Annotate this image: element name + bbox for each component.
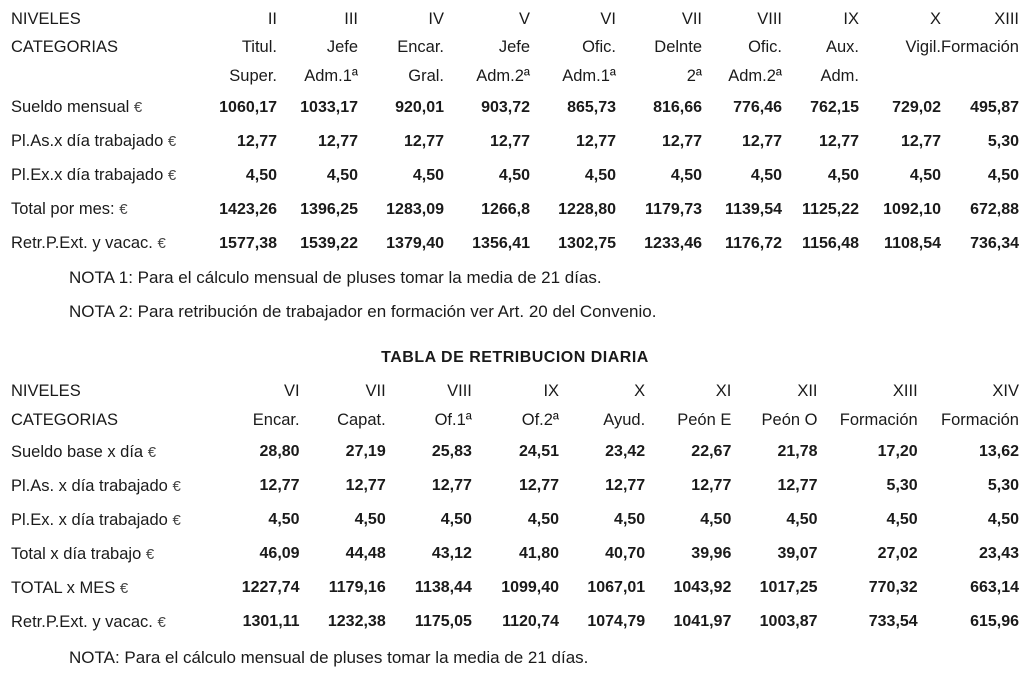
nivel-header: VI xyxy=(283,382,300,400)
table-cell: 1539,22 xyxy=(300,234,358,252)
nivel-header: XII xyxy=(797,382,818,400)
nivel-header: X xyxy=(634,382,646,400)
row-label-text: Sueldo base x día xyxy=(11,442,144,461)
table-cell: 1033,17 xyxy=(300,98,358,116)
row-label-text: Pl.As.x día trabajado xyxy=(11,132,164,150)
table-cell: 663,14 xyxy=(970,579,1019,596)
niveles-label: NIVELES xyxy=(11,9,81,28)
table-cell: 1179,73 xyxy=(645,200,702,218)
table-cell: 4,50 xyxy=(614,511,646,528)
table-cell: 1139,54 xyxy=(725,200,782,218)
categoria-header-2: Super. xyxy=(229,66,277,85)
nivel-header: IX xyxy=(843,9,859,28)
table-cell: 12,77 xyxy=(345,477,386,494)
nivel-header: V xyxy=(518,9,530,28)
table-cell: 17,20 xyxy=(877,443,918,460)
categorias-label: CATEGORIAS xyxy=(11,38,118,57)
row-label-text: Retr.P.Ext. y vacac. xyxy=(11,612,153,631)
row-label xyxy=(0,571,212,605)
daily-note: NOTA: Para el cálculo mensual de pluses tomar la media de 21 días. xyxy=(69,648,589,667)
categoria-header: Encar. xyxy=(252,411,300,429)
table-cell: 4,50 xyxy=(786,511,818,528)
categoria-header: Of.1ª xyxy=(434,411,472,429)
table-cell: 12,77 xyxy=(317,132,358,150)
nivel-header: VI xyxy=(600,9,616,28)
table-cell: 1232,38 xyxy=(327,613,386,630)
note-2: NOTA 2: Para retribución de trabajador en formación ver Art. 20 del Convenio. xyxy=(69,302,657,321)
categorias-row xyxy=(0,406,1028,435)
empty-label xyxy=(0,62,200,91)
table-cell: 4,50 xyxy=(886,511,918,528)
row-label xyxy=(0,91,200,125)
euro-icon: € xyxy=(172,511,181,529)
table-row xyxy=(0,503,1028,537)
categorias-row-2 xyxy=(0,62,1028,91)
table-cell: 4,50 xyxy=(326,166,358,184)
nivel-header: VII xyxy=(365,382,386,400)
row-label xyxy=(0,227,200,261)
categoria-header-2: Adm. xyxy=(820,66,859,85)
table-cell: 729,02 xyxy=(892,98,941,116)
row-label-text: TOTAL x MES xyxy=(11,578,116,597)
table-cell: 5,30 xyxy=(987,132,1019,150)
table-cell: 1156,48 xyxy=(802,234,859,252)
table-cell: 12,77 xyxy=(691,477,732,494)
categoria-header: Vigil. xyxy=(905,38,941,57)
euro-icon: € xyxy=(157,613,166,631)
table-cell: 1233,46 xyxy=(644,234,702,252)
table-cell: 21,78 xyxy=(777,443,818,460)
table-cell: 40,70 xyxy=(605,545,646,562)
note-1: NOTA 1: Para el cálculo mensual de pluses tomar la media de 21 días. xyxy=(69,268,602,287)
categoria-header: Ofic. xyxy=(748,38,782,57)
table-cell: 4,50 xyxy=(440,511,472,528)
categoria-header-2: Gral. xyxy=(408,66,444,85)
categoria-header: Peón O xyxy=(761,411,818,429)
categoria-header: Formación xyxy=(941,38,1019,57)
table-cell: 816,66 xyxy=(653,98,702,116)
table-cell: 12,77 xyxy=(489,132,530,150)
table-cell: 4,50 xyxy=(827,166,859,184)
table-cell: 1176,72 xyxy=(725,234,782,252)
table-cell: 4,50 xyxy=(987,166,1019,184)
table-cell: 1179,16 xyxy=(328,579,386,596)
table-row xyxy=(0,537,1028,571)
table-cell: 4,50 xyxy=(670,166,702,184)
table-cell: 1099,40 xyxy=(501,579,560,596)
table-cell: 672,88 xyxy=(970,200,1019,218)
nivel-header: IX xyxy=(543,382,560,400)
euro-icon: € xyxy=(172,477,181,495)
table-cell: 1577,38 xyxy=(219,234,277,252)
categoria-header: Peón E xyxy=(677,411,732,429)
categoria-header: Jefe xyxy=(498,38,530,57)
categoria-header: Titul. xyxy=(241,38,277,57)
table-cell: 22,67 xyxy=(691,443,732,460)
table-cell: 12,77 xyxy=(741,132,782,150)
table-cell: 12,77 xyxy=(259,477,300,494)
table-cell: 25,83 xyxy=(431,443,472,460)
table-cell: 1003,87 xyxy=(759,613,818,630)
euro-icon: € xyxy=(157,235,166,252)
categoria-header: Delnte xyxy=(654,38,702,57)
categoria-header: Formación xyxy=(941,411,1019,429)
table-cell: 4,50 xyxy=(750,166,782,184)
table-cell: 44,48 xyxy=(345,545,386,562)
row-label-text: Pl.Ex.x día trabajado xyxy=(11,166,164,184)
euro-icon: € xyxy=(119,579,129,597)
nivel-header: VIII xyxy=(757,9,782,28)
euro-icon: € xyxy=(147,443,157,461)
categoria-header: Ayud. xyxy=(603,411,646,429)
table-cell: 12,77 xyxy=(403,132,444,150)
categoria-header: Of.2ª xyxy=(521,411,560,429)
table-cell: 1138,44 xyxy=(414,579,472,596)
table-cell: 4,50 xyxy=(412,166,444,184)
nivel-header: IV xyxy=(428,9,444,28)
table-row xyxy=(0,469,1028,503)
row-label xyxy=(0,537,212,571)
niveles-row xyxy=(0,377,1028,406)
categoria-header-2: 2ª xyxy=(686,66,702,85)
table-cell: 1379,40 xyxy=(386,234,444,252)
table-cell: 4,50 xyxy=(909,166,941,184)
table-row xyxy=(0,227,1028,261)
nivel-header: XI xyxy=(715,382,732,400)
table-cell: 1228,80 xyxy=(558,200,616,218)
categoria-header-2: Adm.1ª xyxy=(304,66,358,85)
table-cell: 1175,05 xyxy=(414,613,472,630)
daily-table-title-text: TABLA DE RETRIBUCION DIARIA xyxy=(381,349,649,366)
table-cell: 13,62 xyxy=(978,443,1019,460)
table-cell: 1067,01 xyxy=(587,579,646,596)
table-cell: 4,50 xyxy=(354,511,386,528)
categoria-header: Capat. xyxy=(337,411,386,429)
table-cell: 920,01 xyxy=(395,98,444,116)
monthly-salary-table xyxy=(0,5,1028,261)
categoria-header-2: Adm.2ª xyxy=(476,66,530,85)
table-cell: 1092,10 xyxy=(883,200,941,218)
euro-icon: € xyxy=(167,133,177,150)
table-cell: 1043,92 xyxy=(673,579,732,596)
table-cell: 1283,09 xyxy=(386,200,444,218)
table-row xyxy=(0,159,1028,193)
table-cell: 1423,26 xyxy=(219,200,277,218)
table-cell: 39,07 xyxy=(777,545,818,562)
table-cell: 12,77 xyxy=(575,132,616,150)
table-cell: 1302,75 xyxy=(558,234,616,252)
categoria-header: Aux. xyxy=(825,38,859,57)
table-cell: 615,96 xyxy=(970,613,1019,630)
nivel-header: XIV xyxy=(992,382,1019,400)
table-row xyxy=(0,571,1028,605)
table-cell: 39,96 xyxy=(691,545,732,562)
table-cell: 1396,25 xyxy=(300,200,358,218)
nivel-header: X xyxy=(929,9,941,28)
row-label-text: Sueldo mensual xyxy=(11,98,130,116)
table-cell: 1108,54 xyxy=(884,234,941,252)
table-cell: 762,15 xyxy=(810,98,859,116)
table-cell: 23,42 xyxy=(605,443,646,460)
row-label-text: Total x día trabajo xyxy=(11,544,142,563)
nivel-header: VII xyxy=(681,9,702,28)
row-label xyxy=(0,193,200,227)
table-row xyxy=(0,435,1028,469)
niveles-row xyxy=(0,5,1028,34)
categoria-header: Jefe xyxy=(326,38,358,57)
table-cell: 23,43 xyxy=(978,545,1019,562)
table-cell: 12,77 xyxy=(431,477,472,494)
table-cell: 27,19 xyxy=(345,443,386,460)
row-label xyxy=(0,503,212,537)
table-cell: 12,77 xyxy=(818,132,859,150)
table-cell: 4,50 xyxy=(527,511,560,528)
table-cell: 1017,25 xyxy=(759,579,818,596)
categorias-label: CATEGORIAS xyxy=(11,411,118,429)
table-row xyxy=(0,125,1028,159)
row-label-text: Pl.As. x día trabajado xyxy=(11,476,168,495)
categoria-header-2: Adm.2ª xyxy=(728,66,782,85)
row-label-text: Pl.Ex. x día trabajado xyxy=(11,510,168,529)
table-cell: 4,50 xyxy=(584,166,616,184)
table-cell: 1356,41 xyxy=(472,234,530,252)
euro-icon: € xyxy=(133,99,143,116)
categoria-header-2 xyxy=(859,62,941,91)
table-cell: 733,54 xyxy=(868,613,918,630)
table-cell: 24,51 xyxy=(518,443,560,460)
row-label xyxy=(0,125,200,159)
row-label xyxy=(0,605,212,639)
row-label xyxy=(0,159,200,193)
categoria-header-2: Adm.1ª xyxy=(562,66,616,85)
table-cell: 5,30 xyxy=(886,477,918,494)
row-label xyxy=(0,469,212,503)
table-cell: 495,87 xyxy=(970,98,1019,116)
niveles-label: NIVELES xyxy=(11,382,81,400)
table-cell: 4,50 xyxy=(700,511,732,528)
table-row xyxy=(0,193,1028,227)
table-cell: 12,77 xyxy=(900,132,941,150)
table-cell: 865,73 xyxy=(567,98,616,116)
table-cell: 12,77 xyxy=(777,477,818,494)
table-cell: 1125,22 xyxy=(802,200,859,218)
row-label xyxy=(0,435,212,469)
table-cell: 1074,79 xyxy=(587,613,646,630)
table-cell: 4,50 xyxy=(268,511,300,528)
table-cell: 1266,8 xyxy=(481,200,530,218)
table-row xyxy=(0,605,1028,639)
nivel-header: XIII xyxy=(994,9,1019,28)
table-cell: 1301,11 xyxy=(242,613,300,630)
table-cell: 903,72 xyxy=(481,98,530,116)
table-cell: 776,46 xyxy=(733,98,782,116)
categoria-header-2 xyxy=(941,62,1028,91)
table-cell: 12,77 xyxy=(605,477,646,494)
table-cell: 736,34 xyxy=(970,234,1019,252)
table-cell: 4,50 xyxy=(987,511,1019,528)
categorias-row xyxy=(0,34,1028,63)
table-cell: 1041,97 xyxy=(673,613,732,630)
table-cell: 28,80 xyxy=(259,443,300,460)
euro-icon: € xyxy=(119,201,128,218)
categoria-header: Formación xyxy=(839,411,918,429)
nivel-header: II xyxy=(267,9,277,28)
table-cell: 5,30 xyxy=(987,477,1019,494)
daily-salary-table xyxy=(0,377,1028,639)
nivel-header: XIII xyxy=(892,382,918,400)
table-row xyxy=(0,91,1028,125)
table-cell: 12,77 xyxy=(661,132,702,150)
table-cell: 12,77 xyxy=(236,132,277,150)
categoria-header: Encar. xyxy=(397,38,444,57)
categoria-header: Ofic. xyxy=(582,38,616,57)
table-cell: 27,02 xyxy=(877,545,918,562)
row-label-text: Retr.P.Ext. y vacac. xyxy=(11,234,153,252)
nivel-header: III xyxy=(344,9,358,28)
table-cell: 4,50 xyxy=(498,166,530,184)
euro-icon: € xyxy=(167,167,177,184)
table-cell: 12,77 xyxy=(518,477,560,494)
table-cell: 1060,17 xyxy=(219,98,277,116)
table-cell: 41,80 xyxy=(518,545,560,562)
table-cell: 1227,74 xyxy=(241,579,300,596)
nivel-header: VIII xyxy=(447,382,472,400)
table-cell: 43,12 xyxy=(431,545,472,562)
euro-icon: € xyxy=(145,545,155,563)
table-cell: 46,09 xyxy=(259,545,300,562)
row-label-text: Total por mes: xyxy=(11,200,115,218)
table-cell: 770,32 xyxy=(868,579,918,596)
table-cell: 1120,74 xyxy=(502,613,560,630)
daily-table-title xyxy=(0,349,1028,367)
table-cell: 4,50 xyxy=(245,166,277,184)
